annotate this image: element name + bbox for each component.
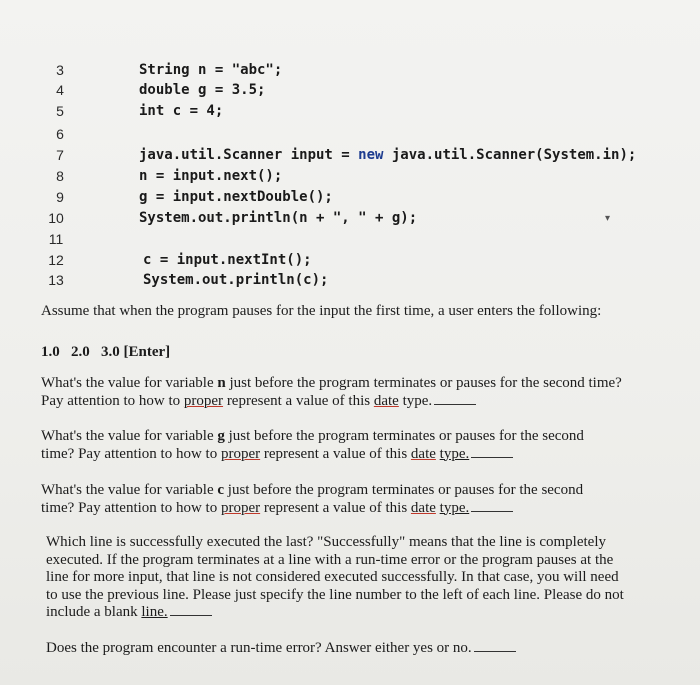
question-5 bbox=[46, 640, 666, 658]
code-keyword: new bbox=[358, 147, 384, 163]
line-number: 7 bbox=[56, 147, 64, 163]
code-text: double g = 3.5; bbox=[139, 82, 266, 98]
variable-name: n bbox=[217, 375, 226, 391]
question-line: Which line is successfully executed the last? "Successfully" means that the line is completely bbox=[46, 534, 607, 550]
code-line bbox=[0, 126, 700, 146]
code-text-part: java.util.Scanner input = bbox=[139, 147, 359, 163]
text-run: Does the program encounter a run-time error? Answer either yes or no. bbox=[46, 640, 472, 656]
answer-blank[interactable] bbox=[471, 456, 513, 458]
text-run: time? Pay attention to how to bbox=[41, 445, 221, 462]
code-text: c = input.nextInt(); bbox=[143, 252, 312, 268]
answer-blank[interactable] bbox=[170, 614, 212, 616]
code-text: String n = "abc"; bbox=[139, 62, 283, 78]
code-text: int c = 4; bbox=[139, 103, 224, 119]
question-line: executed. If the program terminates at a line with a run-time error or the program pauses at the bbox=[46, 551, 614, 568]
code-text bbox=[139, 147, 636, 163]
question-line: line for more input, that line is not considered executed successfully. In that case, you will need bbox=[46, 569, 619, 585]
text-run: just before the program terminates or pauses for the second bbox=[224, 482, 584, 498]
line-number: 4 bbox=[56, 82, 64, 98]
mouse-cursor-icon: ▾ bbox=[605, 213, 611, 224]
code-line bbox=[0, 82, 700, 102]
spellcheck-word: proper bbox=[220, 499, 261, 516]
code-line bbox=[0, 252, 700, 272]
code-text: g = input.nextDouble(); bbox=[139, 189, 333, 205]
line-number: 6 bbox=[56, 126, 64, 142]
question-3 bbox=[41, 482, 661, 517]
code-text: n = input.next(); bbox=[139, 168, 283, 184]
question-line bbox=[41, 393, 661, 411]
code-line bbox=[0, 231, 700, 251]
spellcheck-word: proper bbox=[220, 445, 261, 462]
code-line bbox=[0, 272, 700, 292]
line-number: 5 bbox=[56, 103, 64, 119]
line-number: 10 bbox=[48, 210, 64, 226]
text-run: What's the value for variable bbox=[41, 375, 218, 391]
code-text-part: java.util.Scanner(System.in); bbox=[383, 147, 637, 163]
line-number: 9 bbox=[56, 189, 64, 205]
spellcheck-word: date bbox=[373, 392, 399, 409]
question-line bbox=[41, 375, 661, 393]
answer-blank[interactable] bbox=[474, 650, 516, 652]
question-4 bbox=[46, 534, 666, 622]
code-line bbox=[0, 189, 700, 209]
spellcheck-word: proper bbox=[183, 392, 224, 409]
answer-blank[interactable] bbox=[434, 403, 476, 405]
input-example: 1.0 2.0 3.0 [Enter] bbox=[41, 344, 171, 360]
text-run: represent a value of this bbox=[260, 445, 411, 462]
underlined-word: line. bbox=[141, 604, 168, 620]
variable-name: c bbox=[217, 482, 225, 498]
question-line bbox=[41, 482, 661, 500]
code-line bbox=[0, 62, 700, 82]
code-line bbox=[0, 103, 700, 123]
underlined-word: type. bbox=[439, 499, 470, 516]
spellcheck-word: date bbox=[410, 499, 436, 516]
question-2 bbox=[41, 428, 661, 463]
question-line bbox=[41, 500, 661, 518]
text-run: just before the program terminates or pauses for the second time? bbox=[225, 375, 622, 391]
answer-blank[interactable] bbox=[471, 510, 513, 512]
line-number: 8 bbox=[56, 168, 64, 184]
line-number: 13 bbox=[48, 272, 64, 288]
spellcheck-word: date bbox=[410, 445, 436, 462]
code-line bbox=[0, 147, 700, 167]
line-number: 11 bbox=[48, 231, 64, 247]
question-line bbox=[41, 428, 661, 446]
text-run: represent a value of this bbox=[260, 499, 411, 516]
variable-name: g bbox=[217, 428, 225, 444]
text-run: time? Pay attention to how to bbox=[41, 499, 221, 516]
line-number: 12 bbox=[48, 252, 64, 268]
question-line: to use the previous line. Please just specify the line number to the left of each line. Please do not bbox=[46, 586, 624, 603]
text-run: Pay attention to how to bbox=[41, 392, 184, 409]
line-number: 3 bbox=[56, 62, 64, 78]
code-line bbox=[0, 210, 700, 230]
intro-text: Assume that when the program pauses for the input the first time, a user enters the following: bbox=[41, 303, 602, 319]
underlined-word: type. bbox=[439, 445, 470, 462]
text-run: type. bbox=[398, 392, 433, 409]
text-run: include a blank bbox=[46, 604, 142, 620]
code-text: System.out.println(n + ", " + g); bbox=[139, 210, 418, 226]
text-run: represent a value of this bbox=[223, 392, 374, 409]
text-run: What's the value for variable bbox=[41, 428, 218, 444]
code-text: System.out.println(c); bbox=[143, 272, 329, 288]
text-run: What's the value for variable bbox=[41, 482, 218, 498]
question-line bbox=[41, 446, 661, 464]
code-line bbox=[0, 168, 700, 188]
text-run: just before the program terminates or pauses for the second bbox=[224, 428, 584, 444]
question-1 bbox=[41, 375, 661, 410]
question-line bbox=[46, 604, 666, 622]
